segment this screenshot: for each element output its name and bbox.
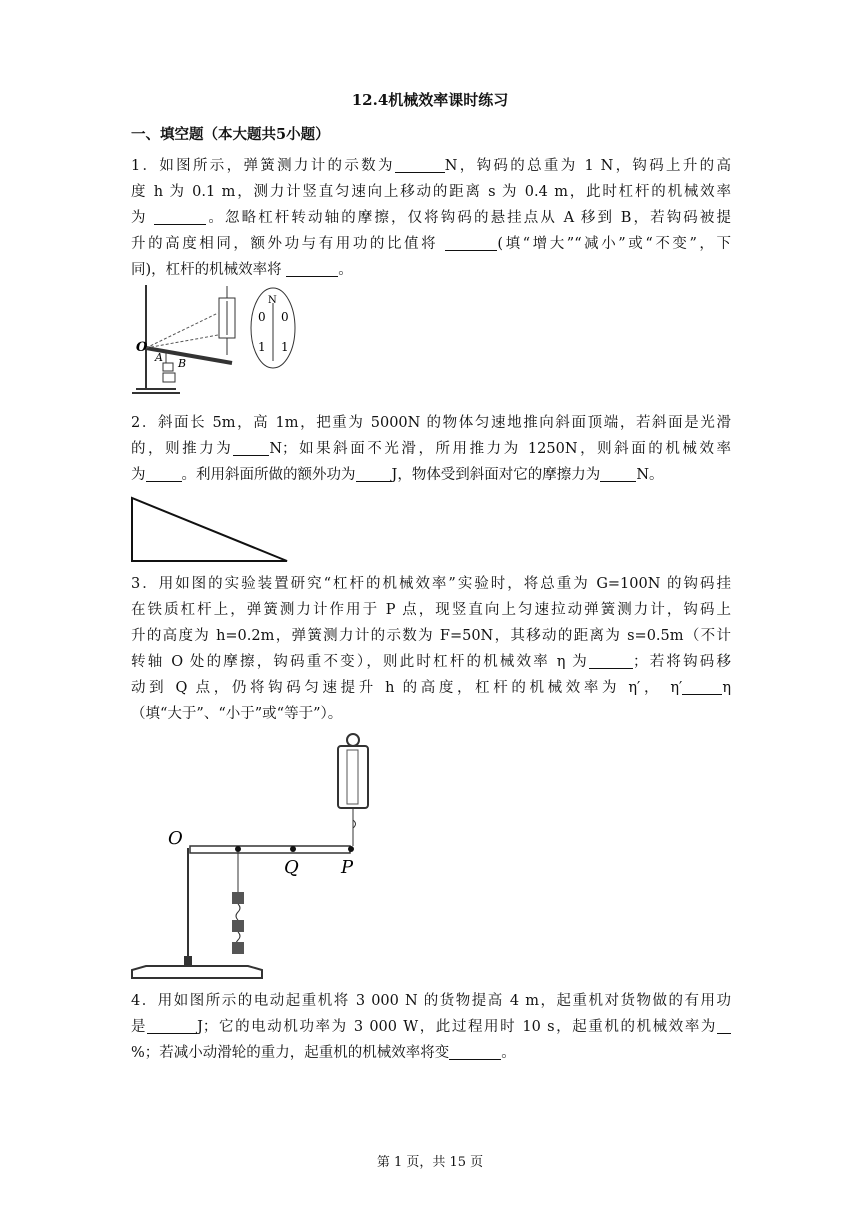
q1-line-1: 1．如图所示，弹簧测力计的示数为 N，钩码的总重为 1 N，钩码上升的高 xyxy=(131,158,731,174)
q1-line-2: 度 h 为 0.1 m，测力计竖直匀速向上移动的距离 s 为 0.4 m，此时杠杆的机械效率 xyxy=(131,184,731,200)
answer-blank[interactable] xyxy=(589,653,633,669)
q2-line-2: 的，则推力为 N；如果斜面不光滑，所用推力为 1250N，则斜面的机械效率 xyxy=(131,441,731,457)
page-title: 12.4机械效率课时练习 xyxy=(351,91,509,109)
q2-line-3: 为 。利用斜面所做的额外功为 J，物体受到斜面对它的摩擦力为 N。 xyxy=(131,467,664,483)
question-2 xyxy=(131,410,731,488)
q3-lever-figure xyxy=(128,730,390,985)
scale-1-right: 1 xyxy=(281,340,289,354)
q4-line-2: 是 J；它的电动机功率为 3 000 W，此过程用时 10 s，起重机的机械效率为 xyxy=(131,1014,731,1040)
q1-line-4: 升的高度相同，额外功与有用功的比值将 (填“增大”“减小”或“不变”，下 xyxy=(131,236,732,252)
q3-line-5: 动到 Q 点，仍将钩码匀速提升 h 的高度，杠杆的机械效率为 η′， η′ η xyxy=(131,680,731,696)
label-O: O xyxy=(136,340,148,355)
label-A: A xyxy=(155,351,163,364)
q1-lever-figure xyxy=(128,283,298,395)
answer-blank[interactable] xyxy=(147,1018,197,1034)
answer-blank[interactable] xyxy=(146,466,182,482)
q3-line-3: 升的高度为 h=0.2m，弹簧测力计的示数为 F=50N，其移动的距离为 s=0.5m（不计 xyxy=(131,628,731,644)
section-heading: 一、填空题（本大题共5小题） xyxy=(131,126,330,143)
q3-line-4: 转轴 O 处的摩擦，钩码重不变），则此时杠杆的机械效率 η 为 ；若将钩码移 xyxy=(131,654,732,670)
answer-blank[interactable] xyxy=(449,1044,501,1060)
q1-line-3: 为 。忽略杠杆转动轴的摩擦，仅将钩码的悬挂点从 A 移到 B，若钩码被提 xyxy=(131,210,732,226)
answer-blank[interactable] xyxy=(600,466,636,482)
q2-incline-figure xyxy=(129,495,291,565)
page-footer: 第 1 页，共 15 页 xyxy=(376,1155,484,1170)
answer-blank[interactable] xyxy=(395,157,445,173)
scale-0-left: 0 xyxy=(258,310,266,324)
label-Q: Q xyxy=(284,857,299,878)
answer-blank[interactable] xyxy=(682,679,722,695)
q1-line-5: 同)，杠杆的机械效率将 。 xyxy=(131,262,353,278)
label-O: O xyxy=(168,828,183,849)
q4-line-3: %；若减小动滑轮的重力，起重机的机械效率将变 。 xyxy=(131,1045,516,1061)
question-3 xyxy=(131,571,731,727)
label-B: B xyxy=(178,357,187,370)
q2-line-1: 2．斜面长 5m，高 1m，把重为 5000N 的物体匀速地推向斜面顶端，若斜面是光滑 xyxy=(131,415,731,431)
answer-blank[interactable] xyxy=(233,440,269,456)
answer-blank[interactable] xyxy=(356,466,392,482)
q3-line-2: 在铁质杠杆上，弹簧测力计作用于 P 点，现竖直向上匀速拉动弹簧测力计，钩码上 xyxy=(131,602,731,618)
question-1 xyxy=(131,153,731,283)
q3-line-1: 3．用如图的实验装置研究“杠杆的机械效率”实验时，将总重为 G=100N 的钩码挂 xyxy=(131,576,731,592)
label-N: N xyxy=(268,295,277,306)
q3-line-6: （填“大于”、“小于”或“等于”）。 xyxy=(131,706,343,722)
label-P: P xyxy=(341,857,354,878)
answer-blank[interactable] xyxy=(445,235,497,251)
answer-blank[interactable] xyxy=(717,1018,731,1034)
question-4 xyxy=(131,988,731,1066)
q4-line-1: 4．用如图所示的电动起重机将 3 000 N 的货物提高 4 m，起重机对货物做的有用功 xyxy=(131,993,731,1009)
scale-0-right: 0 xyxy=(281,310,289,324)
scale-1-left: 1 xyxy=(258,340,266,354)
answer-blank[interactable] xyxy=(286,261,338,277)
answer-blank[interactable] xyxy=(154,209,206,225)
